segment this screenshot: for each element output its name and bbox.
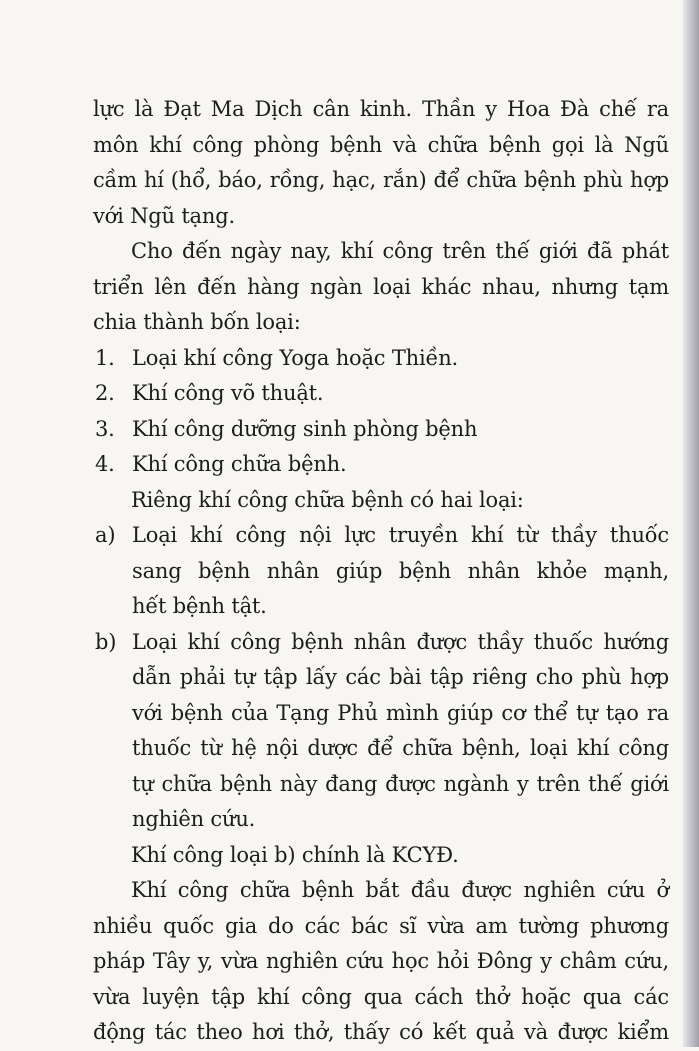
- list-item-a: [93, 518, 669, 625]
- note-line: Khí công loại b) chính là KCYĐ.: [131, 842, 459, 867]
- list-item: [93, 341, 669, 377]
- list-marker: 1.: [95, 345, 115, 370]
- text-line: Khí công chữa bệnh bắt đầu được nghiên cứu ở: [131, 878, 669, 902]
- list-text: Khí công võ thuật.: [132, 381, 324, 405]
- text-line: với Ngũ tạng.: [93, 203, 235, 228]
- text-line: dẫn phải tự tập lấy các bài tập riêng cho phù hợp: [132, 665, 669, 689]
- text-line: tự chữa bệnh này đang được ngành y trên thế giới: [132, 771, 669, 796]
- text-line: động tác theo hơi thở, thấy có kết quả và được kiểm: [93, 1020, 669, 1044]
- list-marker: 3.: [95, 416, 115, 441]
- paragraph-intro: [93, 92, 669, 234]
- list-item: [93, 447, 669, 483]
- list-marker: 2.: [95, 381, 115, 405]
- text-line: Cho đến ngày nay, khí công trên thế giới đã phát: [131, 239, 669, 263]
- list-text: Khí công chữa bệnh.: [132, 452, 347, 476]
- list-text: Loại khí công nội lực truyền khí từ thầy thuốc: [132, 523, 669, 547]
- book-page-body: [93, 92, 669, 1051]
- list-item-b: [93, 625, 669, 838]
- text-line: triển lên đến hàng ngàn loại khác nhau, nhưng tạm: [93, 274, 669, 299]
- text-line: sang bệnh nhân giúp bệnh nhân khỏe mạnh,: [132, 558, 669, 583]
- text-line: vừa luyện tập khí công qua cách thở hoặc qua các: [93, 984, 669, 1009]
- list-text: Loại khí công bệnh nhân được thầy thuốc hướng: [132, 629, 669, 654]
- text-line: với bệnh của Tạng Phủ mình giúp cơ thể tự tạo ra: [132, 700, 669, 725]
- subheading: Riêng khí công chữa bệnh có hai loại:: [131, 487, 524, 512]
- text-line: cầm hí (hổ, báo, rồng, hạc, rắn) để chữa bệnh phù hợp: [93, 168, 669, 192]
- text-line: thuốc từ hệ nội dược để chữa bệnh, loại khí công: [132, 736, 669, 760]
- text-line: [93, 518, 669, 554]
- text-line: nghiên cứu.: [132, 807, 256, 831]
- paragraph-types: [93, 234, 669, 341]
- text-line: chia thành bốn loại:: [93, 310, 301, 334]
- list-item: [93, 412, 669, 448]
- numbered-list: [93, 341, 669, 483]
- text-line: [93, 625, 669, 661]
- paragraph-final: [93, 873, 669, 1051]
- list-text: Loại khí công Yoga hoặc Thiền.: [132, 345, 459, 370]
- text-line: pháp Tây y, vừa nghiên cứu học hỏi Đông y châm cứu,: [93, 949, 669, 973]
- list-marker: a): [95, 523, 116, 547]
- list-marker: b): [95, 629, 117, 654]
- text-line: nhiều quốc gia do các bác sĩ vừa am tường phương: [93, 913, 669, 938]
- text-line: lực là Đạt Ma Dịch cân kinh. Thần y Hoa Đà chế ra: [93, 97, 669, 121]
- list-text: Khí công dưỡng sinh phòng bệnh: [132, 416, 478, 441]
- text-line: môn khí công phòng bệnh và chữa bệnh gọi là Ngũ: [93, 132, 669, 157]
- list-marker: 4.: [95, 452, 115, 476]
- text-line: hết bệnh tật.: [132, 594, 267, 618]
- page-edge-shadow: [683, 0, 699, 1047]
- list-item: [93, 376, 669, 412]
